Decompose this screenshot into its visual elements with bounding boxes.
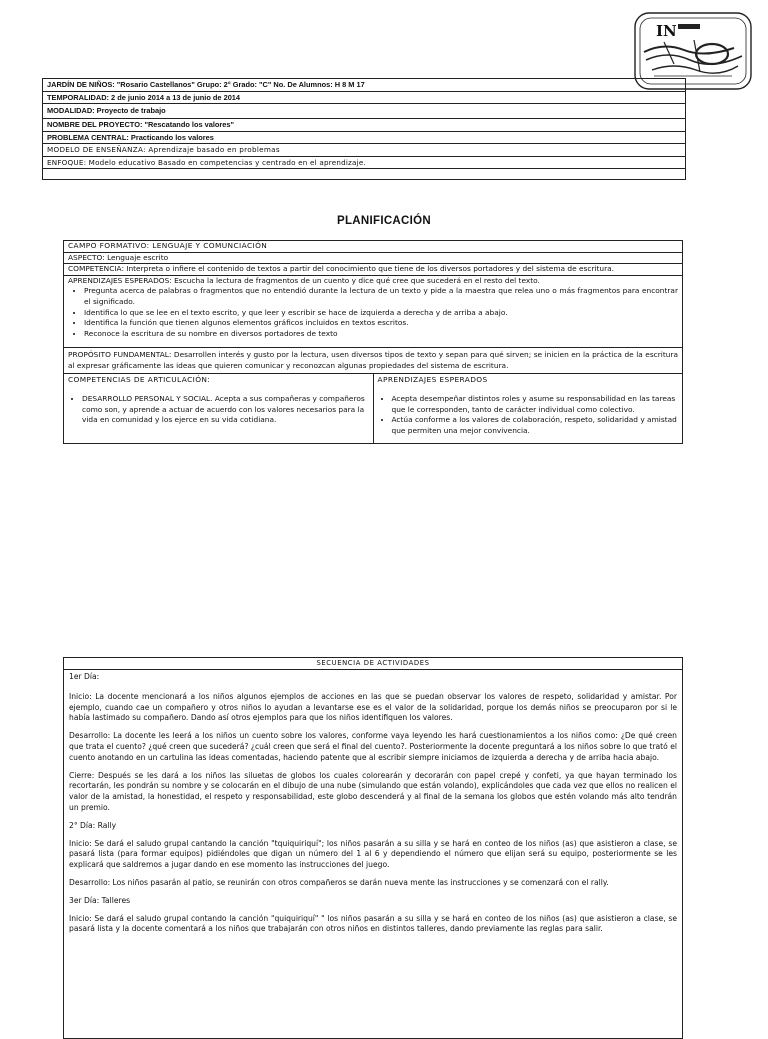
aspecto: ASPECTO: Lenguaje escrito	[64, 253, 682, 265]
header-approach-row: ENFOQUE: Modelo educativo Basado en competencias y centrado en el aprendizaje.	[43, 157, 685, 170]
header-temporality-row: TEMPORALIDAD: 2 de junio 2014 a 13 de junio de 2014	[43, 92, 685, 105]
list-item: • Identifica lo que se lee en el texto escrito, y que leer y escribir se hace de izquierda a derecha y de arriba a abajo.	[84, 308, 678, 319]
competencias-articulacion-list	[68, 394, 369, 426]
campo-formativo: CAMPO FORMATIVO: LENGUAJE Y COMUNCIACIÓN	[64, 241, 682, 253]
header-kindergarten-row: JARDÍN DE NIÑOS: "Rosario Castellanos" Grupo: 2° Grado: "C" No. De Alumnos: H 8 M 17	[43, 79, 685, 92]
header-empty-row	[43, 169, 685, 179]
aprendizajes-esperados-list	[378, 394, 679, 436]
header-modality-row: MODALIDAD: Proyecto de trabajo	[43, 104, 685, 119]
aprendizajes-esperados-heading: APRENDIZAJES ESPERADOS	[377, 374, 488, 384]
list-item: • Identifica la función que tienen algunos elementos gráficos incluidos en textos escritos.	[84, 318, 678, 329]
day2-desarrollo: Desarrollo: Los niños pasarán al patio, se reunirán con otros compañeros se darán nueva mente las instrucciones y se comenzará con el rally.	[69, 877, 609, 887]
aprendizajes-esperados-column	[374, 374, 683, 443]
list-item: • Acepta desempeñar distintos roles y asume su responsabilidad en las tareas que le corresponden, tanto de carácter individual como colectivo.	[392, 394, 679, 415]
secuencia-body	[64, 670, 682, 935]
secuencia-table	[63, 657, 683, 1039]
list-item: • Reconoce la escritura de su nombre en diversos portadores de texto	[84, 329, 678, 340]
day1-inicio: Inicio: La docente mencionará a los niños algunos ejemplos de acciones en las que se puedan observar los valores de respeto, solidaridad y amistar. Por ejemplo, cuando cae un compañero y otros niños lo ayudan a levantarse ese es el valor de la solidaridad, porque los demás niños se preocuparon por si le había lastimado su compañero. Dando así otros ejemplos para que los niños identifiquen los valores.	[69, 691, 677, 723]
competencias-articulacion-column	[64, 374, 374, 443]
day2-inicio: Inicio: Se dará el saludo grupal cantando la canción "tquiquiriquí"; los niños pasarán a su silla y se hará en conteo de los niños (as) que asistieron a clase, se pasará lista (para formar equipos) pidiéndoles que digan un número del 1 al 6 y dependiendo el número que elijan será su equipo, posteriormente se les explicará que saldremos a jugar dando en ese momento las instrucciones del juego.	[69, 838, 677, 870]
planificacion-table	[63, 240, 683, 444]
header-project-name-row: NOMBRE DEL PROYECTO: "Rescatando los valores"	[43, 119, 685, 132]
articulacion-section	[64, 374, 682, 443]
svg-text:IN: IN	[656, 22, 677, 40]
competencia: COMPETENCIA: Interpreta o infiere el contenido de textos a partir del conocimiento que tiene de los diversos portadores y del sistema de escritura.	[64, 264, 682, 276]
secuencia-title: SECUENCIA DE ACTIVIDADES	[64, 658, 682, 670]
day1-heading: 1er Día:	[69, 672, 100, 681]
aprendizajes-heading: APRENDIZAJES ESPERADOS: Escucha la lectura de fragmentos de un cuento y dice qué cree que sucederá en el resto del texto.	[68, 275, 540, 285]
header-central-problem-row: PROBLEMA CENTRAL: Practicando los valores	[43, 132, 685, 145]
competencias-articulacion-heading: COMPETENCIAS DE ARTICULACIÓN:	[68, 374, 211, 384]
list-item: • DESARROLLO PERSONAL Y SOCIAL. Acepta a sus compañeras y compañeros como son, y aprende a actuar de acuerdo con los valores necesarios para la vida en comunidad y los ejerce en su vida cotidiana.	[82, 394, 369, 426]
aprendizajes-esperados-cell	[64, 276, 682, 349]
list-item: • Actúa conforme a los valores de colaboración, respeto, solidaridad y amistad que permiten una mejor convivencia.	[392, 415, 679, 436]
day1-cierre: Cierre: Después se les dará a los niños las siluetas de globos los cuales colorearán y decorarán con papel crepé y confeti, ya que hayan terminado los recortarán, les pondrán su nombre y se colocarán en el dibujo de una nube (simulando que están volando), explicándoles que cada vez que ellos no realicen el valor de la amistad, la honestidad, el respeto y responsabilidad, este globo descenderá y al final de la semana los globos que estén volando más alto tendrán un premio.	[69, 770, 677, 812]
day1-desarrollo: Desarrollo: La docente les leerá a los niños un cuento sobre los valores, conforme vaya leyendo les hará cuestionamientos a los niños como: ¿De qué creen que trata el cuento? ¿qué creen que sucederá? ¿cuál creen que será el final del cuento?. Posteriormente la docente preguntará a los niños sobre lo que trató el cuento anotando en un cartulina las ideas comentadas, haciendo patente que al escribir siempre iniciamos de izquierda a derecha y de arriba hacia abajo.	[69, 731, 677, 762]
day3-inicio: Inicio: Se dará el saludo grupal contando la canción "quiquiriquí" " los niños pasarán a su silla y se hará en conteo de los niños (as) que asistieron a clase, se pasará lista y la docente comentará a los niños que trabajarán con otros niños en distintos talleres, dando previamente las reglas para salir.	[69, 913, 677, 934]
header-info-table	[42, 78, 686, 180]
planificacion-title: PLANIFICACIÓN	[337, 215, 431, 227]
aprendizajes-list	[68, 286, 678, 339]
proposito-fundamental: PROPÓSITO FUNDAMENTAL: Desarrollen interés y gusto por la lectura, usen diversos tipos de texto y sepan para qué sirven; se inicien en la práctica de la escritura al expresar gráficamente las ideas que quieren comunicar y reconozcan algunas propiedades del sistema de escritura.	[64, 348, 682, 373]
list-item: • Pregunta acerca de palabras o fragmentos que no entendió durante la lectura de un texto y pide a la maestra que relea uno o más fragmentos para encontrar el significado.	[84, 286, 678, 307]
day3-heading: 3er Día: Talleres	[69, 895, 131, 905]
day2-heading: 2° Día: Rally	[69, 820, 117, 830]
header-teaching-model-row: MODELO DE ENSEÑANZA: Aprendizaje basado en problemas	[43, 144, 685, 157]
